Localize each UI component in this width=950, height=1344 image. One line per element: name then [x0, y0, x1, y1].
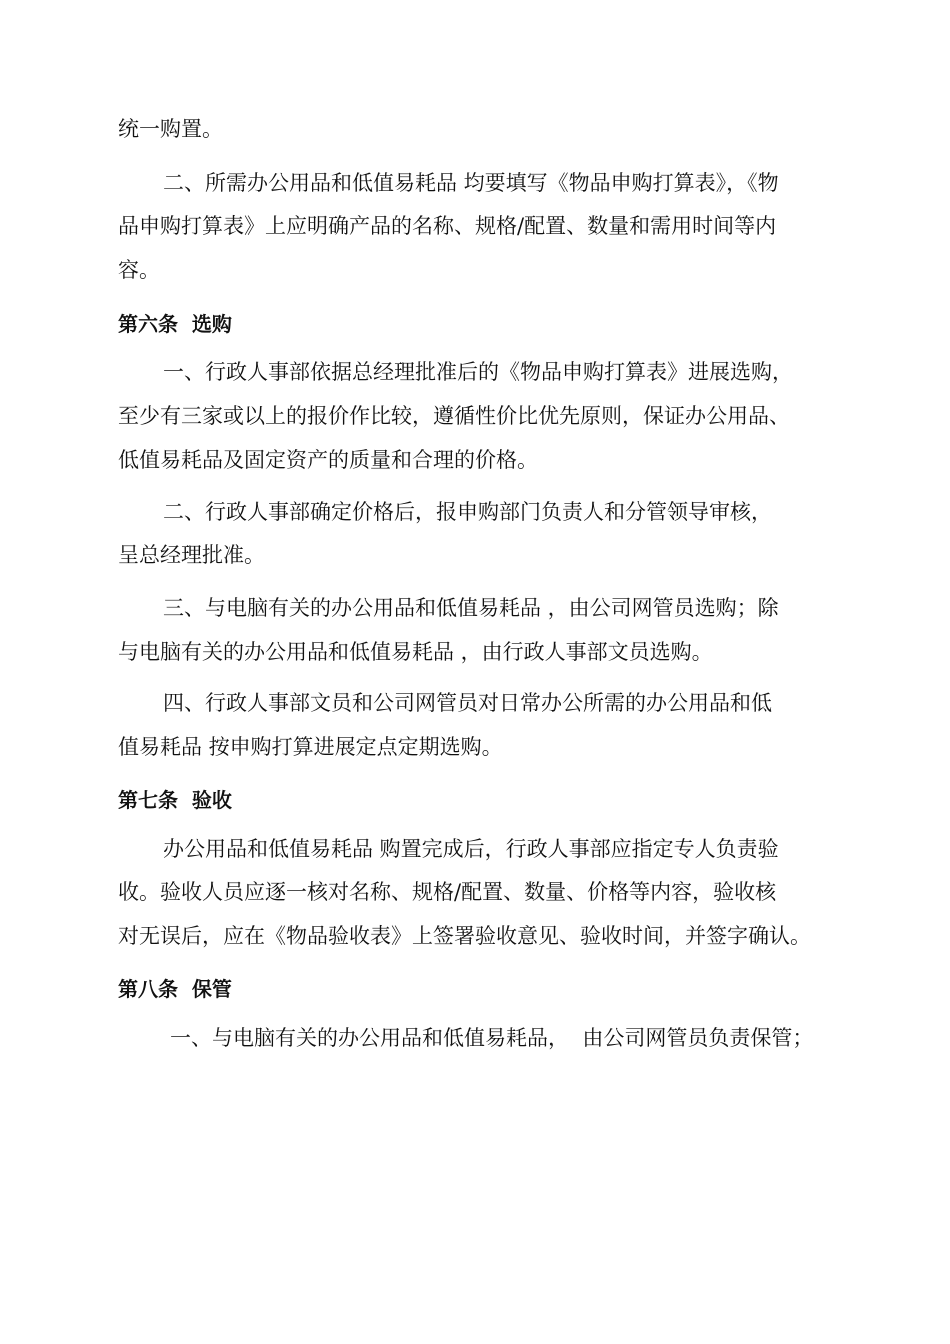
paragraph-line: 收。验收人员应逐一核对名称、规格/配置、数量、价格等内容，验收核 [118, 880, 777, 904]
paragraph-line: 一、与电脑有关的办公用品和低值易耗品， 由公司网管员负责保管； [170, 1026, 814, 1050]
paragraph-line: 办公用品和低值易耗品 购置完成后，行政人事部应指定专人负责验 [163, 837, 779, 861]
paragraph-line: 三、与电脑有关的办公用品和低值易耗品 ，由公司网管员选购；除 [163, 596, 779, 620]
paragraph-line: 呈总经理批准。 [118, 543, 265, 567]
paragraph-line: 与电脑有关的办公用品和低值易耗品 ，由行政人事部文员选购。 [118, 640, 713, 664]
paragraph-line: 二、行政人事部确定价格后，报申购部门负责人和分管领导审核， [163, 500, 772, 524]
section-heading: 第八条 保管 [118, 977, 232, 1001]
paragraph-line: 四、行政人事部文员和公司网管员对日常办公所需的办公用品和低 [163, 691, 772, 715]
paragraph-line: 对无误后，应在《物品验收表》上签署验收意见、验收时间，并签字确认。 [118, 924, 811, 948]
paragraph-line: 至少有三家或以上的报价作比较，遵循性价比优先原则，保证办公用品、 [118, 404, 790, 428]
section-heading: 第六条 选购 [118, 312, 232, 336]
paragraph-line: 二、所需办公用品和低值易耗品 均要填写《物品申购打算表》，《物 [163, 171, 779, 195]
paragraph-line: 低值易耗品及固定资产的质量和合理的价格。 [118, 448, 538, 472]
section-heading: 第七条 验收 [118, 788, 232, 812]
paragraph-line: 统一购置。 [118, 117, 223, 141]
paragraph-line: 一、行政人事部依据总经理批准后的《物品申购打算表》进展选购， [163, 360, 793, 384]
paragraph-line: 品申购打算表》上应明确产品的名称、规格/配置、数量和需用时间等内 [118, 214, 777, 238]
paragraph-line: 容。 [118, 258, 160, 282]
paragraph-line: 值易耗品 按申购打算进展定点定期选购。 [118, 735, 503, 759]
